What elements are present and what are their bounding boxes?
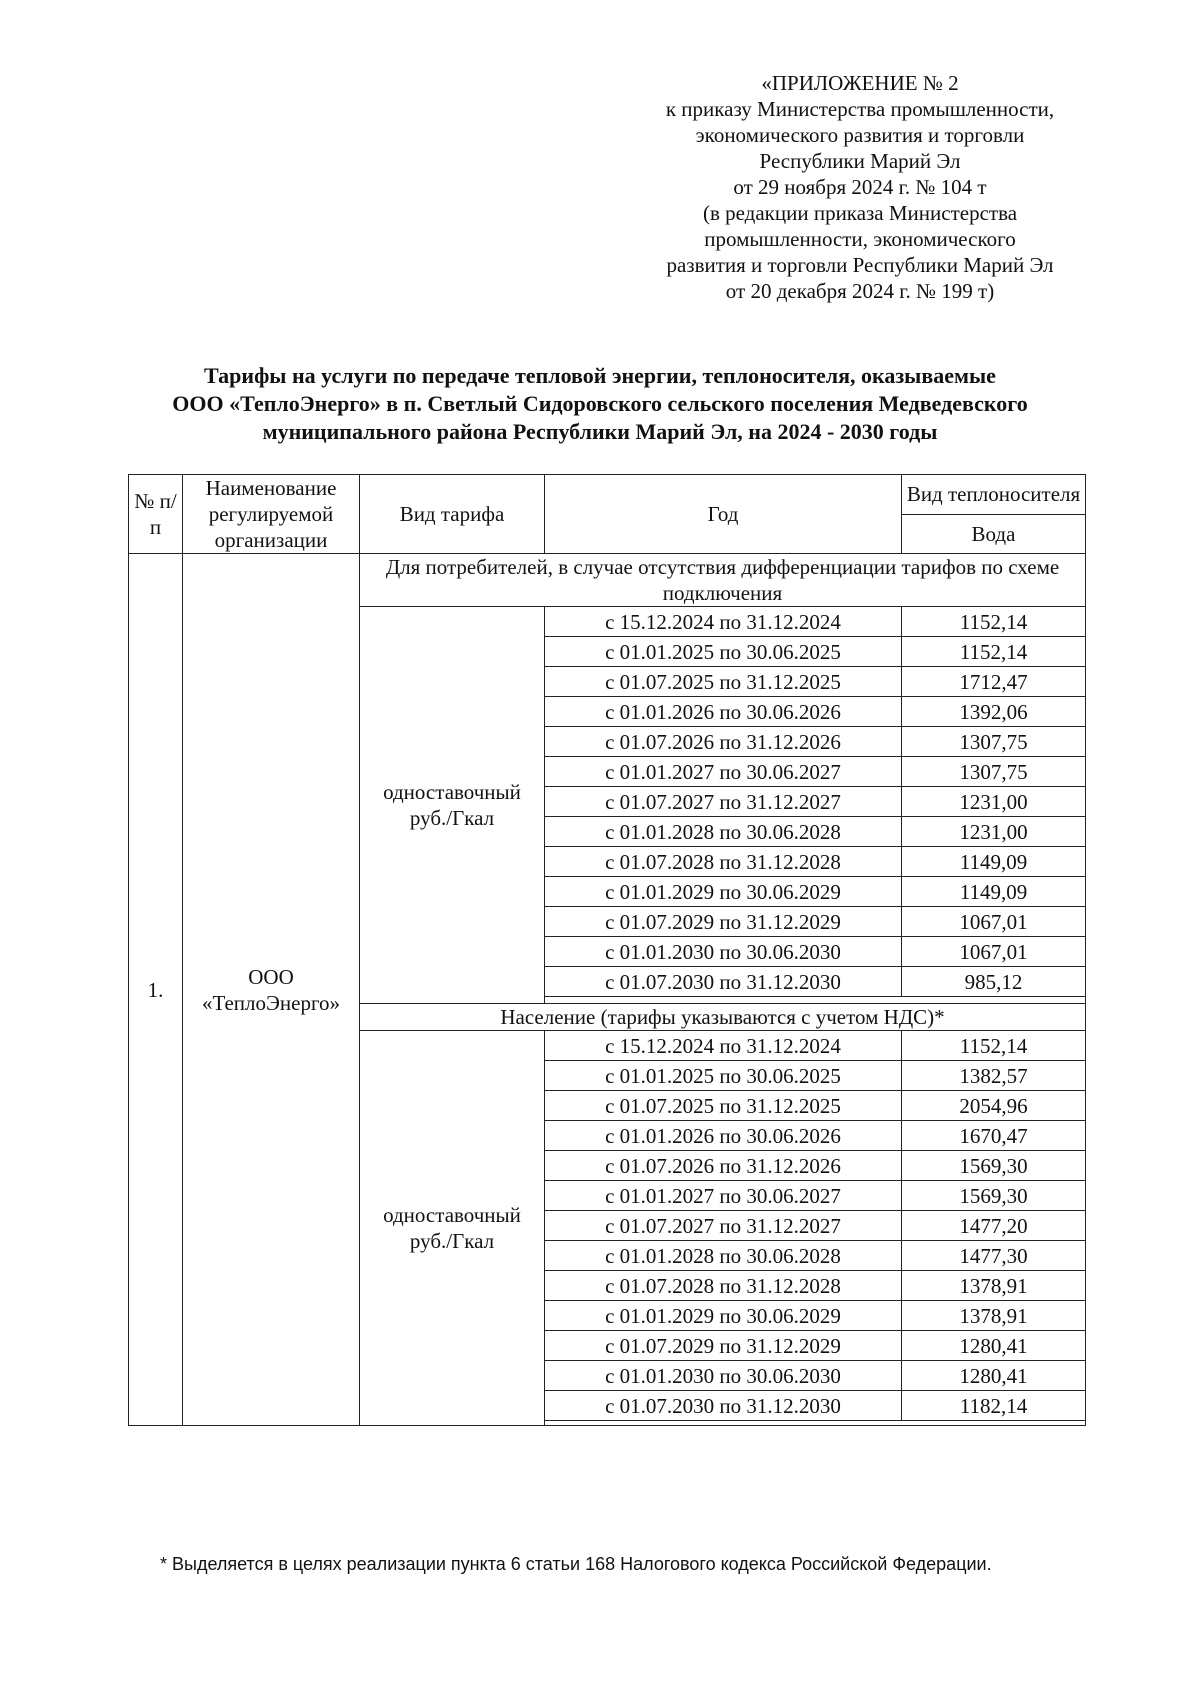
tariff-period: с 01.01.2030 по 30.06.2030 bbox=[545, 937, 902, 967]
tariff-period: с 01.01.2029 по 30.06.2029 bbox=[545, 1301, 902, 1331]
tariff-value: 1152,14 bbox=[902, 1031, 1086, 1061]
tariff-period: с 01.07.2030 по 31.12.2030 bbox=[545, 967, 902, 997]
tariff-value: 1670,47 bbox=[902, 1121, 1086, 1151]
document-title bbox=[60, 362, 1140, 446]
title-line: муниципального района Республики Марий Эл, на 2024 - 2030 годы bbox=[262, 419, 938, 444]
organization-name: ООО «ТеплоЭнерго» bbox=[183, 554, 360, 1426]
appendix-line: «ПРИЛОЖЕНИЕ № 2 bbox=[761, 71, 959, 95]
tariff-value: 1378,91 bbox=[902, 1271, 1086, 1301]
tariff-value: 1569,30 bbox=[902, 1181, 1086, 1211]
header-year: Год bbox=[545, 475, 902, 554]
tariff-period: с 01.07.2026 по 31.12.2026 bbox=[545, 727, 902, 757]
table-header-row bbox=[129, 475, 1086, 515]
tariff-value: 1712,47 bbox=[902, 667, 1086, 697]
tariff-value: 1067,01 bbox=[902, 907, 1086, 937]
tariff-period: с 01.07.2030 по 31.12.2030 bbox=[545, 1391, 902, 1421]
tariff-value: 1149,09 bbox=[902, 847, 1086, 877]
tariff-value: 1152,14 bbox=[902, 607, 1086, 637]
appendix-line: от 29 ноября 2024 г. № 104 т bbox=[733, 175, 987, 199]
spacer-cell bbox=[545, 1421, 1086, 1426]
tariff-period: с 01.01.2030 по 30.06.2030 bbox=[545, 1361, 902, 1391]
tariff-period: с 01.01.2025 по 30.06.2025 bbox=[545, 637, 902, 667]
tariff-value: 1569,30 bbox=[902, 1151, 1086, 1181]
tariff-period: с 15.12.2024 по 31.12.2024 bbox=[545, 607, 902, 637]
tariff-value: 1477,20 bbox=[902, 1211, 1086, 1241]
spacer-cell bbox=[545, 997, 1086, 1004]
appendix-line: к приказу Министерства промышленности, bbox=[665, 97, 1055, 121]
footnote: * Выделяется в целях реализации пункта 6 статьи 168 Налогового кодекса Российской Федерации. bbox=[160, 1554, 992, 1574]
appendix-line: Республики Марий Эл bbox=[759, 149, 961, 173]
tariff-period: с 01.07.2028 по 31.12.2028 bbox=[545, 847, 902, 877]
tariff-period: с 01.07.2025 по 31.12.2025 bbox=[545, 667, 902, 697]
appendix-header bbox=[600, 70, 1120, 304]
header-tariff-type: Вид тарифа bbox=[360, 475, 545, 554]
tariff-value: 1152,14 bbox=[902, 637, 1086, 667]
section-heading: Для потребителей, в случае отсутствия дифференциации тарифов по схеме подключения bbox=[360, 554, 1086, 607]
tariff-period: с 01.01.2027 по 30.06.2027 bbox=[545, 757, 902, 787]
tariff-value: 2054,96 bbox=[902, 1091, 1086, 1121]
tariff-table bbox=[128, 474, 1086, 1426]
tariff-period: с 01.01.2026 по 30.06.2026 bbox=[545, 697, 902, 727]
tariff-period: с 01.01.2025 по 30.06.2025 bbox=[545, 1061, 902, 1091]
tariff-value: 1280,41 bbox=[902, 1331, 1086, 1361]
tariff-value: 1477,30 bbox=[902, 1241, 1086, 1271]
tariff-period: с 01.01.2029 по 30.06.2029 bbox=[545, 877, 902, 907]
appendix-line: (в редакции приказа Министерства bbox=[702, 201, 1018, 225]
tariff-value: 1182,14 bbox=[902, 1391, 1086, 1421]
appendix-line: экономического развития и торговли bbox=[695, 123, 1025, 147]
appendix-line: промышленности, экономического bbox=[704, 227, 1016, 251]
tariff-period: с 01.07.2029 по 31.12.2029 bbox=[545, 1331, 902, 1361]
header-org: Наименование регулируемой организации bbox=[183, 475, 360, 554]
section-heading-row bbox=[129, 554, 1086, 607]
tariff-period: с 15.12.2024 по 31.12.2024 bbox=[545, 1031, 902, 1061]
tariff-period: с 01.01.2028 по 30.06.2028 bbox=[545, 817, 902, 847]
tariff-value: 1378,91 bbox=[902, 1301, 1086, 1331]
header-water: Вода bbox=[902, 514, 1086, 554]
tariff-value: 1392,06 bbox=[902, 697, 1086, 727]
tariff-value: 1382,57 bbox=[902, 1061, 1086, 1091]
header-num: № п/п bbox=[129, 475, 183, 554]
tariff-value: 1067,01 bbox=[902, 937, 1086, 967]
tariff-period: с 01.07.2027 по 31.12.2027 bbox=[545, 787, 902, 817]
tariff-period: с 01.07.2027 по 31.12.2027 bbox=[545, 1211, 902, 1241]
row-number: 1. bbox=[129, 554, 183, 1426]
tariff-period: с 01.07.2026 по 31.12.2026 bbox=[545, 1151, 902, 1181]
tariff-value: 1231,00 bbox=[902, 787, 1086, 817]
title-line: ООО «ТеплоЭнерго» в п. Светлый Сидоровского сельского поселения Медведевского bbox=[172, 391, 1028, 416]
tariff-type-label: одноставочный руб./Гкал bbox=[360, 1031, 545, 1426]
tariff-period: с 01.07.2025 по 31.12.2025 bbox=[545, 1091, 902, 1121]
tariff-period: с 01.07.2028 по 31.12.2028 bbox=[545, 1271, 902, 1301]
tariff-value: 1307,75 bbox=[902, 727, 1086, 757]
tariff-period: с 01.01.2028 по 30.06.2028 bbox=[545, 1241, 902, 1271]
section-heading: Население (тарифы указываются с учетом НДС)* bbox=[360, 1004, 1086, 1031]
tariff-value: 1307,75 bbox=[902, 757, 1086, 787]
tariff-value: 985,12 bbox=[902, 967, 1086, 997]
tariff-value: 1149,09 bbox=[902, 877, 1086, 907]
tariff-value: 1280,41 bbox=[902, 1361, 1086, 1391]
tariff-period: с 01.07.2029 по 31.12.2029 bbox=[545, 907, 902, 937]
tariff-type-label: одноставочный руб./Гкал bbox=[360, 607, 545, 1004]
title-line: Тарифы на услуги по передаче тепловой энергии, теплоносителя, оказываемые bbox=[204, 363, 996, 388]
tariff-period: с 01.01.2026 по 30.06.2026 bbox=[545, 1121, 902, 1151]
appendix-line: от 20 декабря 2024 г. № 199 т) bbox=[725, 279, 995, 303]
tariff-period: с 01.01.2027 по 30.06.2027 bbox=[545, 1181, 902, 1211]
tariff-value: 1231,00 bbox=[902, 817, 1086, 847]
appendix-line: развития и торговли Республики Марий Эл bbox=[666, 253, 1054, 277]
header-carrier: Вид теплоносителя bbox=[902, 475, 1086, 515]
